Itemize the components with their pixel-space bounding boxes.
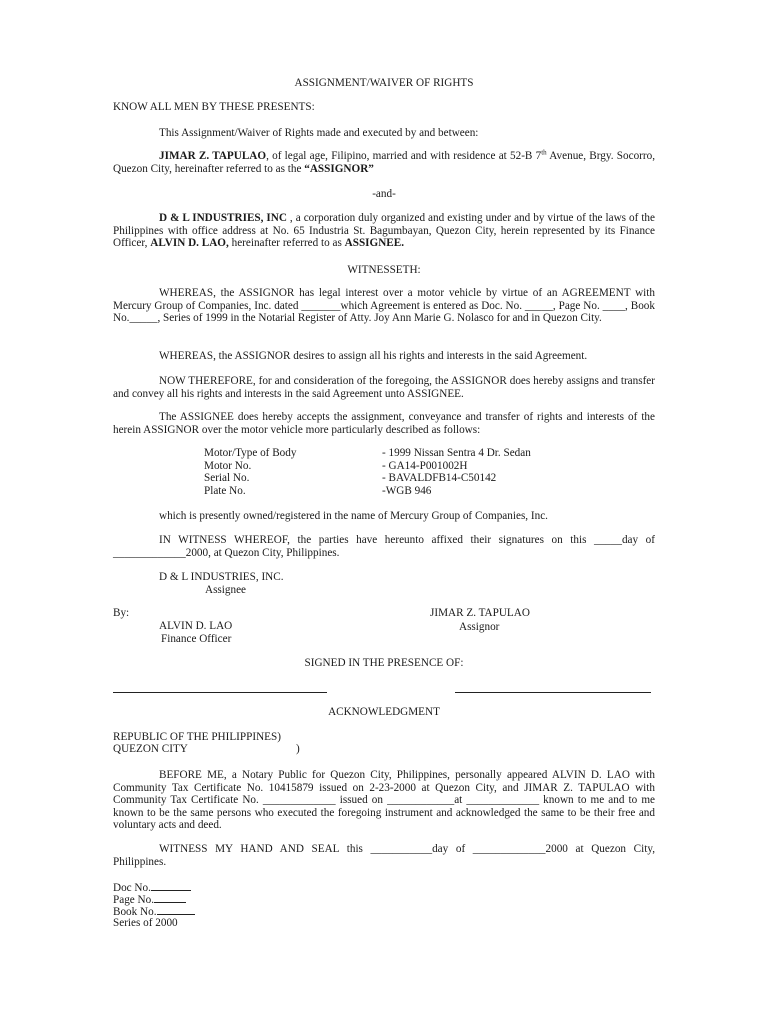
know-all-heading: KNOW ALL MEN BY THESE PRESENTS: [113, 101, 315, 113]
vehicle-row [204, 472, 604, 485]
officer-name: ALVIN D. LAO [159, 620, 233, 632]
now-therefore-paragraph: NOW THEREFORE, for and consideration of the foregoing, the ASSIGNOR does hereby assigns and transfer and convey all his rights and interests in the said Agreement unto ASSIGNEE. [113, 375, 655, 400]
before-me-paragraph: BEFORE ME, a Notary Public for Quezon City, Philippines, personally appeared ALVIN D. LAO with Community Tax Certificate No. 10415879 issued on 2-23-2000 at Quezon City, and JIMAR Z. TAPULAO with Community Tax Certificate No. _____________ issued on ____________at _____________ known to me and to me known to be the same persons who executed the foregoing instrument and acknowledged the same to be their free and voluntary acts and deed. [113, 769, 655, 832]
assignor-paragraph [113, 150, 655, 175]
blank-line [157, 905, 195, 915]
assignee-paragraph [113, 212, 655, 250]
assignee-role: ASSIGNEE. [344, 237, 405, 250]
officer-title: Finance Officer [161, 633, 232, 645]
witness-signature-line [113, 692, 327, 693]
blank-line [151, 881, 191, 891]
and-separator: -and- [372, 188, 396, 200]
assignor-signatory: JIMAR Z. TAPULAO [430, 607, 530, 619]
vehicle-row [204, 485, 604, 498]
in-witness-paragraph: IN WITNESS WHEREOF, the parties have hereunto affixed their signatures on this _____day of _____________2000, at Quezon City, Philippines. [113, 534, 655, 559]
vehicle-label: Serial No. [204, 472, 250, 484]
intro-paragraph: This Assignment/Waiver of Rights made and executed by and between: [159, 127, 479, 139]
doc-block-label: Doc No. [113, 882, 151, 894]
venue-city: QUEZON CITY [113, 743, 188, 755]
series-line: Series of 2000 [113, 917, 178, 929]
doc-block-label: Book No. [113, 906, 157, 918]
owned-by-line: which is presently owned/registered in the name of Mercury Group of Companies, Inc. [159, 510, 548, 522]
assignor-name: JIMAR Z. TAPULAO [159, 150, 267, 162]
assignor-role: “ASSIGNOR” [304, 162, 374, 175]
assignor-label: Assignor [459, 621, 500, 633]
whereas-paragraph-2: WHEREAS, the ASSIGNOR desires to assign all his rights and interests in the said Agreement. [159, 350, 588, 362]
vehicle-label: Plate No. [204, 485, 246, 497]
by-label: By: [113, 607, 130, 619]
document-title: ASSIGNMENT/WAIVER OF RIGHTS [294, 77, 474, 89]
assignee-text-b: hereinafter referred to as [228, 237, 345, 250]
witness-hand-paragraph: WITNESS MY HAND AND SEAL this ___________day of _____________2000 at Quezon City, Philippines. [113, 843, 655, 868]
doc-block-label: Page No. [113, 894, 155, 906]
company-signatory: D & L INDUSTRIES, INC. [159, 571, 284, 583]
blank-line [154, 893, 186, 903]
assignor-text-b: Avenue, Brgy. Socorro, Quezon City, hereinafter referred to as the [113, 150, 656, 175]
vehicle-row [204, 447, 604, 460]
assignee-accepts-paragraph: The ASSIGNEE does hereby accepts the assignment, conveyance and transfer of rights and interests of the herein ASSIGNOR over the motor vehicle more particularly described as follows: [113, 411, 655, 436]
acknowledgment-heading: ACKNOWLEDGMENT [328, 706, 440, 718]
ordinal-suffix: th [541, 148, 547, 157]
assignee-officer: ALVIN D. LAO, [150, 237, 229, 250]
vehicle-label: Motor No. [204, 460, 252, 472]
signed-presence-heading: SIGNED IN THE PRESENCE OF: [304, 657, 464, 669]
whereas-paragraph-1: WHEREAS, the ASSIGNOR has legal interest over a motor vehicle by virtue of an AGREEMENT with Mercury Group of Companies, Inc. dated _______which Agreement is entered as Doc. No. _____, Page No. ____, Book No._____, Series of 1999 in the Notarial Register of Atty. Joy Ann Marie G. Nolasco for and in Quezon City. [113, 287, 655, 325]
vehicle-value: -WGB 946 [382, 485, 432, 497]
venue-republic: REPUBLIC OF THE PHILIPPINES) [113, 731, 281, 743]
witnesseth-heading: WITNESSETH: [347, 264, 421, 276]
assignee-text-a: , a corporation duly organized and existing under and by virtue of the laws of the Philippines with office address at No. 65 Industria St. Bagumbayan, Quezon City, herein represented by its Finance Officer, [113, 212, 655, 250]
assignee-label: Assignee [205, 584, 247, 596]
venue-paren: ) [296, 743, 300, 755]
witness-signature-line [455, 692, 651, 693]
vehicle-label: Motor/Type of Body [204, 447, 297, 459]
vehicle-value: - BAVALDFB14-C50142 [382, 472, 497, 484]
vehicle-value: - GA14-P001002H [382, 460, 468, 472]
assignee-name: D & L INDUSTRIES, INC [159, 212, 287, 224]
vehicle-value: - 1999 Nissan Sentra 4 Dr. Sedan [382, 447, 531, 459]
assignor-text-a: , of legal age, Filipino, married and with residence at 52-B 7 [266, 150, 542, 162]
